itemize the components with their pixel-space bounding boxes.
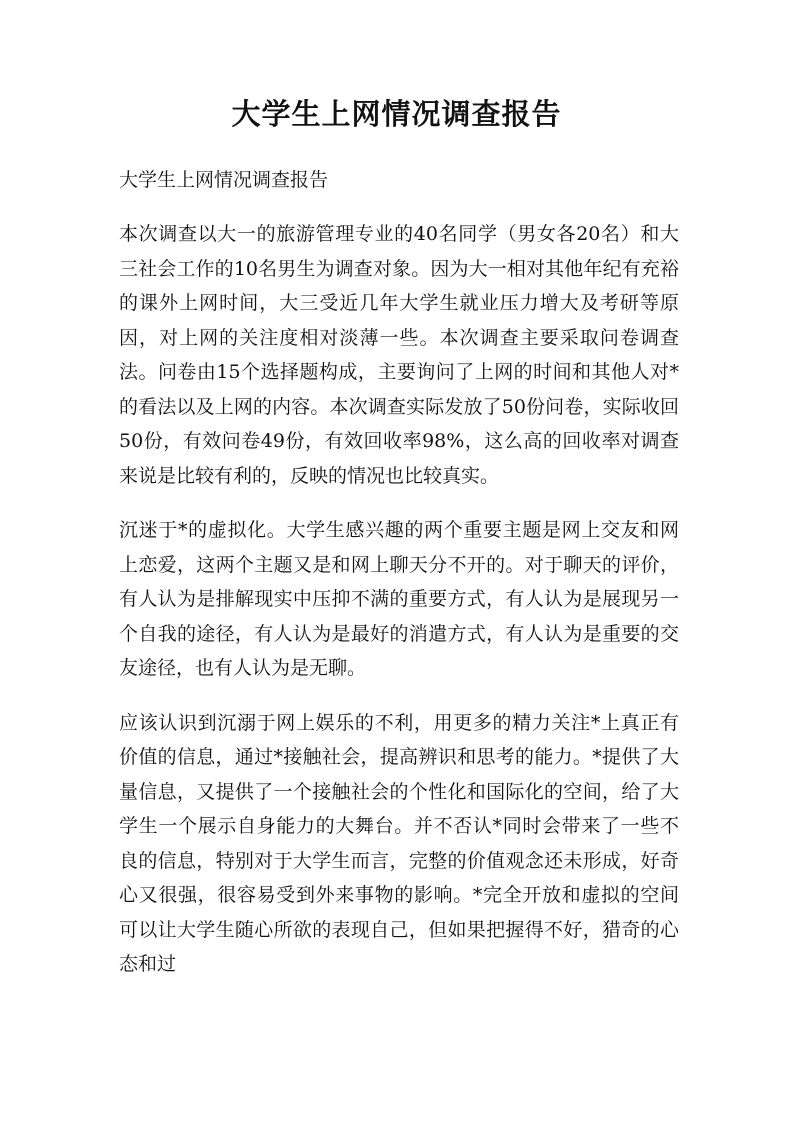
document-title: 大学生上网情况调查报告 xyxy=(231,97,562,131)
paragraph-recommendation: 应该认识到沉溺于网上娱乐的不利，用更多的精力关注*上真正有价值的信息，通过*接触社会，提高辨识和思考的能力。*提供了大量信息，又提供了一个接触社会的个性化和国际化的空间，给了大学生一个展示自身能力的大舞台。并不否认*同时会带来了一些不良的信息，特别对于大学生而言，完整的价值观念还未形成，好奇心又很强，很容易受到外来事物的影响。*完全开放和虚拟的空间可以让大学生随心所欲的表现自己，但如果把握得不好，猎奇的心态和过 xyxy=(119,711,679,975)
document-body xyxy=(119,163,679,982)
paragraph-survey-method: 本次调查以大一的旅游管理专业的40名同学（男女各20名）和大三社会工作的10名男生为调查对象。因为大一相对其他年纪有充裕的课外上网时间，大三受近几年大学生就业压力增大及考研等原因，对上网的关注度相对淡薄一些。本次调查主要采取问卷调查法。问卷由15个选择题构成，主要询问了上网的时间和其他人对*的看法以及上网的内容。本次调查实际发放了50份问卷，实际收回50份，有效问卷49份，有效回收率98%，这么高的回收率对调查来说是比较有利的，反映的情况也比较真实。 xyxy=(119,223,679,487)
paragraph-virtual-addiction: 沉迷于*的虚拟化。大学生感兴趣的两个重要主题是网上交友和网上恋爱，这两个主题又是和网上聊天分不开的。对于聊天的评价，有人认为是排解现实中压抑不满的重要方式，有人认为是展现另一个自我的途径，有人认为是最好的消遣方式，有人认为是重要的交友途径，也有人认为是无聊。 xyxy=(119,519,679,679)
document-subtitle: 大学生上网情况调查报告 xyxy=(119,169,329,191)
